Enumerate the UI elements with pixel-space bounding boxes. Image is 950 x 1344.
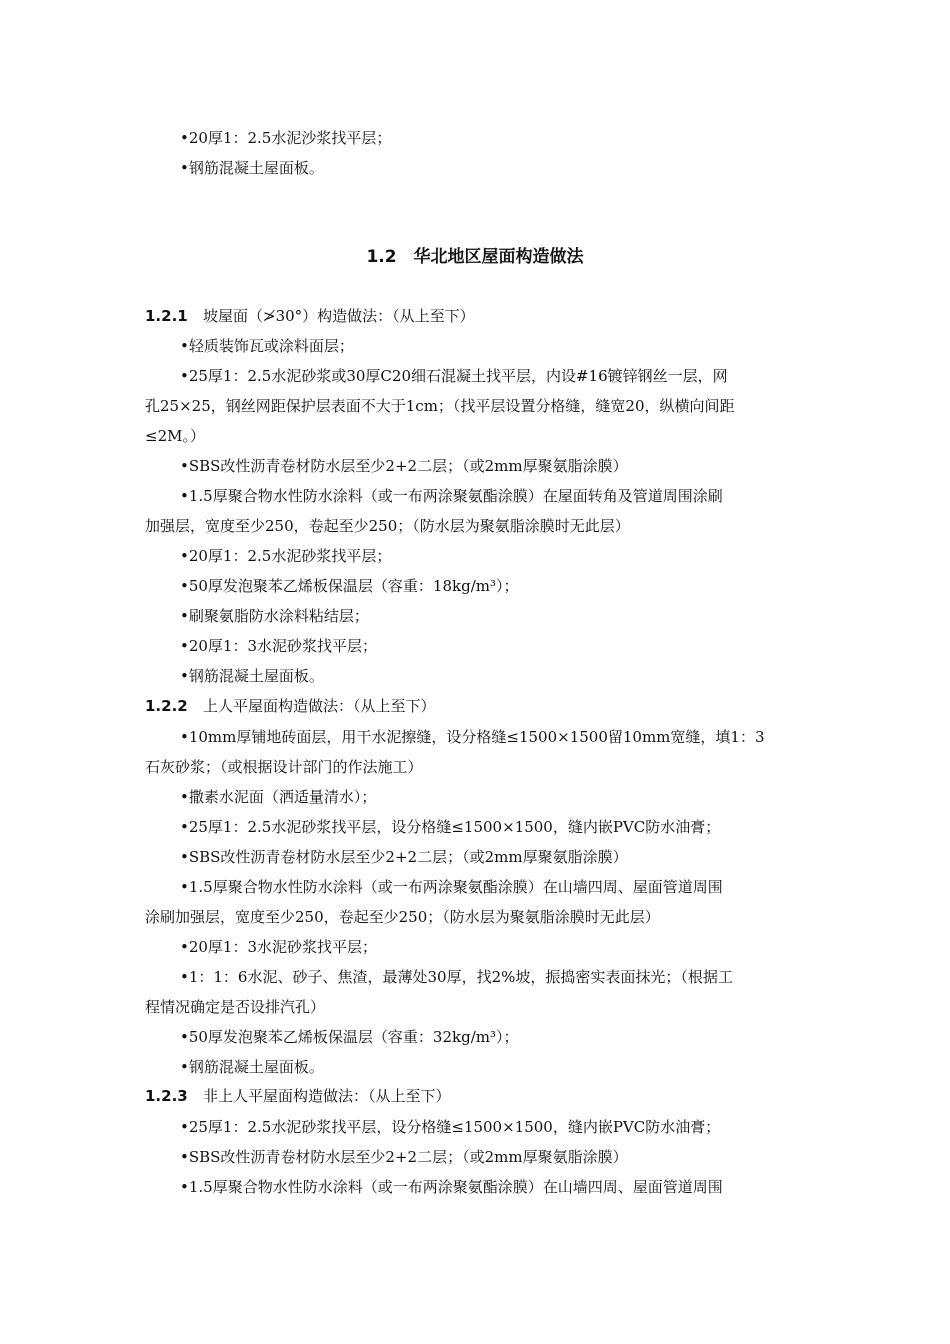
list-item: •1.5厚聚合物水性防水涂料（或一布两涂聚氨酯涂膜）在山墙四周、屋面管道周围 [180,878,723,896]
list-item: •25厚1：2.5水泥砂浆找平层，设分格缝≤1500×1500，缝内嵌PVC防水油膏； [180,818,721,836]
list-item: •25厚1：2.5水泥砂浆找平层，设分格缝≤1500×1500，缝内嵌PVC防水油膏； [180,1118,721,1136]
list-item-continuation: 石灰砂浆；（或根据设计部门的作法施工） [145,758,423,776]
list-item: •SBS改性沥青卷材防水层至少2+2二层；（或2mm厚聚氨脂涂膜） [180,1148,628,1166]
list-item: •1.5厚聚合物水性防水涂料（或一布两涂聚氨酯涂膜）在山墙四周、屋面管道周围 [180,1178,723,1196]
list-item-continuation: ≤2M。） [145,427,205,445]
subsection-title-text: 非上人平屋面构造做法：（从上至下） [203,1087,451,1105]
list-item: •钢筋混凝土屋面板。 [180,667,324,685]
list-item: •撒素水泥面（洒适量清水）； [180,788,377,806]
list-item: •1.5厚聚合物水性防水涂料（或一布两涂聚氨酯涂膜）在屋面转角及管道周围涂刷 [180,487,723,505]
subsection-title-text: 上人平屋面构造做法：（从上至下） [203,697,436,715]
list-item: •20厚1：3水泥砂浆找平层； [180,637,378,655]
list-item-continuation: 程情况确定是否设排汽孔） [145,998,326,1016]
subsection-number: 1.2.2 [145,697,188,715]
list-item: •钢筋混凝土屋面板。 [180,159,324,177]
list-item: •20厚1：3水泥砂浆找平层； [180,938,378,956]
list-item-continuation: 加强层，宽度至少250，卷起至少250；（防水层为聚氨脂涂膜时无此层） [145,517,630,535]
subsection-number: 1.2.3 [145,1087,188,1105]
subsection-title [145,696,436,716]
list-item: •50厚发泡聚苯乙烯板保温层（容重：32kg/m³）； [180,1028,519,1046]
subsection-title-text: 坡屋面（≯30°）构造做法：（从上至下） [203,307,475,325]
subsection-title [145,1086,451,1106]
list-item: •25厚1：2.5水泥砂浆或30厚C20细石混凝土找平层，内设#16镀锌钢丝一层，网 [180,367,728,385]
list-item: •20厚1：2.5水泥砂浆找平层； [180,547,392,565]
list-item: •SBS改性沥青卷材防水层至少2+2二层；（或2mm厚聚氨脂涂膜） [180,457,628,475]
list-item-continuation: 孔25×25，钢丝网距保护层表面不大于1cm；（找平层设置分格缝，缝宽20，纵横向间距 [145,397,735,415]
section-heading: 1.2 华北地区屋面构造做法 [366,247,584,267]
list-item: •钢筋混凝土屋面板。 [180,1058,324,1076]
list-item: •1：1：6水泥、砂子、焦渣，最薄处30厚，找2%坡，振捣密实表面抹光；（根据工 [180,968,733,986]
subsection-number: 1.2.1 [145,307,188,325]
list-item: •20厚1：2.5水泥沙浆找平层； [180,129,392,147]
list-item: •SBS改性沥青卷材防水层至少2+2二层；（或2mm厚聚氨脂涂膜） [180,848,628,866]
list-item: •50厚发泡聚苯乙烯板保温层（容重：18kg/m³）； [180,577,519,595]
list-item: •10mm厚铺地砖面层，用干水泥擦缝，设分格缝≤1500×1500留10mm宽缝，填1：3 [180,728,765,746]
list-item-continuation: 涂刷加强层，宽度至少250，卷起至少250；（防水层为聚氨脂涂膜时无此层） [145,908,660,926]
list-item: •刷聚氨脂防水涂料粘结层； [180,607,369,625]
subsection-title [145,306,475,326]
list-item: •轻质装饰瓦或涂料面层； [180,337,354,355]
